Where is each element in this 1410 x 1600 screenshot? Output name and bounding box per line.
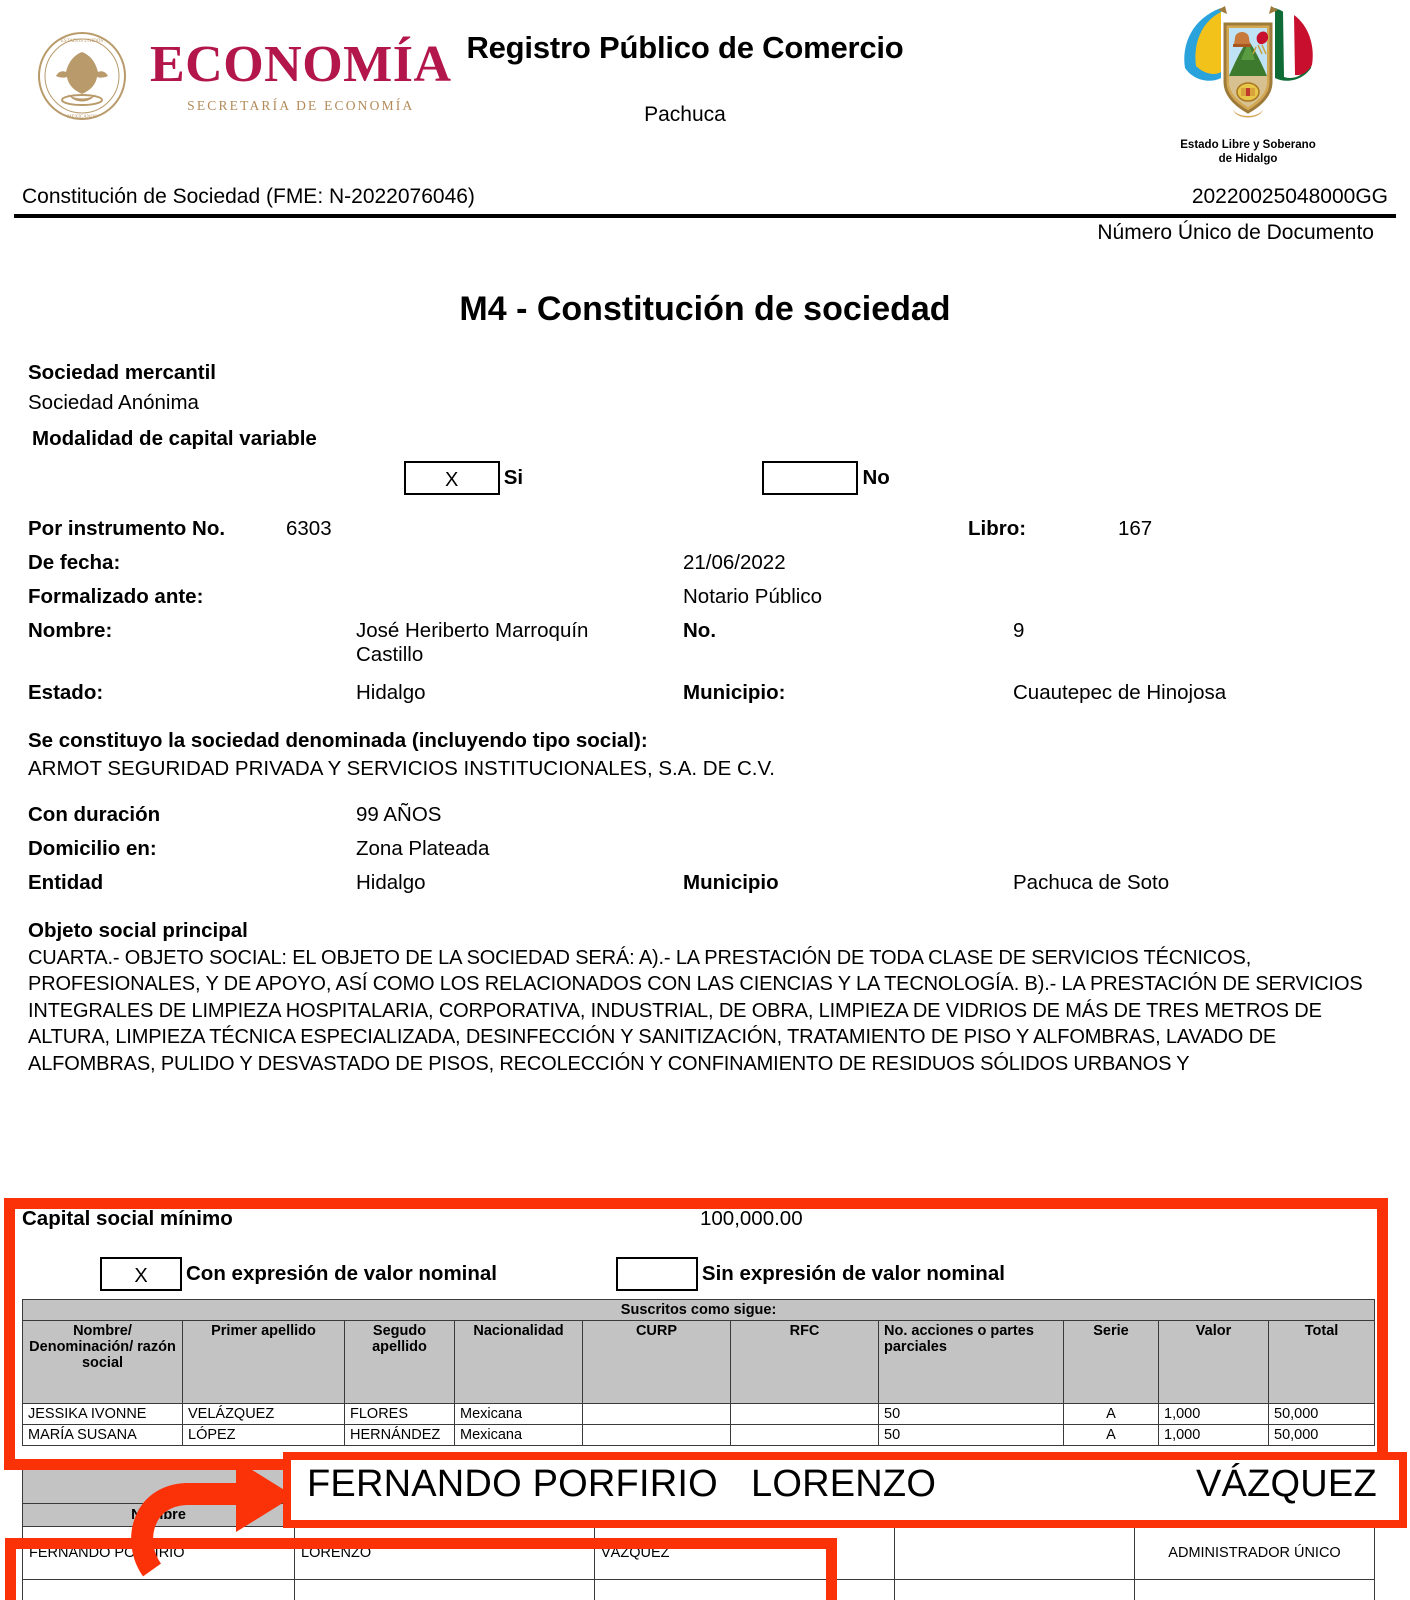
- fecha-value: 21/06/2022: [683, 551, 786, 574]
- denominacion-value: ARMOT SEGURIDAD PRIVADA Y SERVICIOS INSTITUCIONALES, S.A. DE C.V.: [28, 757, 775, 780]
- suscritos-table: [22, 1299, 1375, 1446]
- checkbox-modalidad-no[interactable]: [762, 461, 858, 495]
- cell-org-nombre: [23, 1580, 295, 1600]
- row-fecha: [28, 551, 1382, 581]
- cell-serie: A: [1064, 1425, 1159, 1446]
- callout-nombre: FERNANDO PORFIRIO: [307, 1463, 718, 1505]
- form-title: M4 - Constitución de sociedad: [459, 290, 951, 328]
- svg-text:ESTADOS UNIDOS: ESTADOS UNIDOS: [60, 39, 104, 44]
- municipio-label: Municipio:: [683, 681, 786, 704]
- col-curp: CURP: [583, 1321, 731, 1404]
- formalizado-value: Notario Público: [683, 585, 823, 608]
- page-header: [0, 0, 1410, 185]
- duracion-value: 99 AÑOS: [356, 803, 442, 826]
- notario-no-value: 9: [1013, 619, 1025, 642]
- blank-band-cell: [23, 1467, 295, 1504]
- nombre-value: José Heriberto Marroquín Castillo: [356, 619, 589, 666]
- cell-total: 50,000: [1269, 1425, 1375, 1446]
- table-row: [23, 1425, 1375, 1446]
- modalidad-capital-label: Modalidad de capital variable: [32, 427, 317, 450]
- checkbox-con-expresion[interactable]: X: [100, 1257, 182, 1291]
- domicilio-label: Domicilio en:: [28, 837, 157, 860]
- domicilio-value: Zona Plateada: [356, 837, 490, 860]
- row-estado: [28, 681, 1382, 711]
- registry-city: Pachuca: [644, 102, 726, 126]
- cell-acciones: 50: [879, 1404, 1064, 1425]
- callout-apellido-materno: VÁZQUEZ: [1196, 1463, 1377, 1505]
- row-duracion: [28, 803, 1382, 833]
- cell-primer-apellido: LÓPEZ: [183, 1425, 345, 1446]
- fecha-label: De fecha:: [28, 551, 121, 574]
- col-rfc: RFC: [731, 1321, 879, 1404]
- municipio2-label: Municipio: [683, 871, 779, 894]
- objeto-social-label: Objeto social principal: [28, 919, 248, 942]
- cell-primer-apellido: VELÁZQUEZ: [183, 1404, 345, 1425]
- duracion-label: Con duración: [28, 803, 161, 826]
- col-segundo-apellido: Segudo apellido: [345, 1321, 455, 1404]
- row-formalizado: [28, 585, 1382, 615]
- instrumento-label: Por instrumento No.: [28, 517, 226, 540]
- hidalgo-crest-block: [1148, 4, 1348, 167]
- capital-section: [0, 1185, 1410, 1600]
- municipio-value: Cuautepec de Hinojosa: [1013, 681, 1227, 704]
- entidad-label: Entidad: [28, 871, 104, 894]
- table-row: [23, 1527, 1375, 1580]
- formalizado-label: Formalizado ante:: [28, 585, 204, 608]
- entidad-value: Hidalgo: [356, 871, 426, 894]
- col-serie: Serie: [1064, 1321, 1159, 1404]
- page-title: Registro Público de Comercio: [466, 30, 904, 65]
- col-primer-apellido: Primer apellido: [183, 1321, 345, 1404]
- row-nombre-notario: [28, 619, 1382, 677]
- suscritos-header-row: [23, 1321, 1375, 1404]
- nombre-label: Nombre:: [28, 619, 113, 642]
- cell-segundo-apellido: HERNÁNDEZ: [345, 1425, 455, 1446]
- crest-caption-line2: de Hidalgo: [1218, 152, 1278, 165]
- estado-value: Hidalgo: [356, 681, 426, 704]
- col-valor: Valor: [1159, 1321, 1269, 1404]
- annotation-callout-administrador: [283, 1452, 1407, 1528]
- denominacion-label: Se constituyo la sociedad denominada (incluyendo tipo social):: [28, 729, 648, 752]
- cell-curp: [583, 1404, 731, 1425]
- cell-nacionalidad: Mexicana: [455, 1425, 583, 1446]
- cell-nombre: JESSIKA IVONNE: [23, 1404, 183, 1425]
- cell-valor: 1,000: [1159, 1425, 1269, 1446]
- notario-no-label: No.: [683, 619, 717, 642]
- brand-name: ECONOMÍA: [150, 35, 452, 93]
- cell-apellido-paterno: LORENZO: [295, 1527, 595, 1580]
- col-nacionalidad: Nacionalidad: [455, 1321, 583, 1404]
- cell-rfc: [731, 1425, 879, 1446]
- crest-caption-line1: Estado Libre y Soberano: [1180, 139, 1316, 151]
- objeto-social-text: CUARTA.- OBJETO SOCIAL: EL OBJETO DE LA SOCIEDAD SERÁ: A).- LA PRESTACIÓN DE TODA CLASE DE SERVICIOS TÉCNICOS, PROFESIONALES, Y DE APOYO, ASÍ COMO LOS RELACIONADOS CON LAS CIENCIAS Y LA TECNOLOGÍA. B).- LA PRESTACIÓN DE SERVICIOS INTEGRALES DE LIMPIEZA HOSPITALARIA, CORPORATIVA, INDUSTRIAL, DE OBRA, LIMPIEZA DE VIDRIOS DE MÁS DE TRES METROS DE ALTURA, LIMPIEZA TÉCNICA ESPECIALIZADA, DESINFECCIÓN Y SANITIZACIÓN, TRATAMIENTO DE PISO Y ALFOMBRAS, LAVADO DE ALFOMBRAS, PULIDO Y DESVASTADO DE PISOS, RECOLECCIÓN Y CONFINAMIENTO DE RESIDUOS SÓLIDOS URBANOS Y: [28, 947, 1363, 1075]
- svg-text:MEXICANOS: MEXICANOS: [67, 115, 97, 120]
- table-row: [23, 1580, 1375, 1600]
- cell-curp: [583, 1425, 731, 1446]
- modalidad-checkbox-row: [28, 461, 1382, 503]
- row-instrumento: [28, 517, 1382, 547]
- row-domicilio: [28, 837, 1382, 867]
- cell-rfc-fecha: [895, 1580, 1135, 1600]
- cell-serie: A: [1064, 1404, 1159, 1425]
- col-total: Total: [1269, 1321, 1375, 1404]
- cell-apellido-materno: VÁZQUEZ: [595, 1527, 895, 1580]
- header-divider: [14, 214, 1396, 218]
- capital-social-value: 100,000.00: [700, 1207, 803, 1230]
- cell-nombramiento: [1135, 1580, 1375, 1600]
- checkbox-sin-expresion[interactable]: [616, 1257, 698, 1291]
- row-entidad: [28, 871, 1382, 901]
- cell-total: 50,000: [1269, 1404, 1375, 1425]
- cell-nacionalidad: Mexicana: [455, 1404, 583, 1425]
- cell-rfc: [731, 1404, 879, 1425]
- suscritos-span-header-row: [23, 1300, 1375, 1321]
- sociedad-mercantil-label: Sociedad mercantil: [28, 361, 216, 384]
- instrumento-value: 6303: [286, 517, 332, 540]
- suscritos-span-header: Suscritos como sigue:: [23, 1300, 1375, 1321]
- cell-valor: 1,000: [1159, 1404, 1269, 1425]
- document-unique-number: 20220025048000GG: [1191, 185, 1388, 208]
- table-row: [23, 1404, 1375, 1425]
- document-rule-row: [14, 185, 1396, 244]
- brand-subtitle: SECRETARÍA DE ECONOMÍA: [187, 97, 415, 113]
- callout-apellido-paterno: LORENZO: [751, 1463, 937, 1505]
- libro-value: 167: [1118, 517, 1153, 540]
- valor-nominal-row: [0, 1257, 1410, 1299]
- cell-nombramiento: ADMINISTRADOR ÚNICO: [1135, 1527, 1375, 1580]
- hidalgo-coat-of-arms-icon: [1163, 4, 1333, 132]
- capital-social-label: Capital social mínimo: [22, 1207, 233, 1230]
- capital-social-row: [0, 1185, 1410, 1241]
- col-nombre: Nombre/ Denominación/ razón social: [23, 1321, 183, 1404]
- checkbox-modalidad-no-label: No: [862, 466, 890, 489]
- mexican-eagle-seal-icon: [28, 30, 136, 122]
- checkbox-con-expresion-label: Con expresión de valor nominal: [186, 1262, 497, 1285]
- checkbox-modalidad-si-label: Si: [503, 466, 524, 489]
- registry-title-block: [440, 30, 930, 127]
- fme-label: Constitución de Sociedad (FME: N-2022076046): [22, 185, 475, 208]
- checkbox-sin-expresion-label: Sin expresión de valor nominal: [701, 1262, 1005, 1285]
- cell-acciones: 50: [879, 1425, 1064, 1446]
- cell-apellido-materno: [595, 1580, 895, 1600]
- municipio2-value: Pachuca de Soto: [1013, 871, 1170, 894]
- cell-org-nombre: FERNANDO PORFIRIO: [23, 1527, 295, 1580]
- cell-apellido-paterno: [295, 1580, 595, 1600]
- col-acciones: No. acciones o partes parciales: [879, 1321, 1064, 1404]
- cell-rfc-fecha: [895, 1527, 1135, 1580]
- sociedad-tipo-value: Sociedad Anónima: [28, 391, 199, 414]
- libro-label: Libro:: [968, 517, 1027, 540]
- form-body: [28, 361, 1382, 1077]
- checkbox-modalidad-si[interactable]: X: [404, 461, 500, 495]
- uid-caption: Número Único de Documento: [1097, 221, 1374, 244]
- col-org-nombre: Nombre: [23, 1504, 295, 1527]
- cell-nombre: MARÍA SUSANA: [23, 1425, 183, 1446]
- estado-label: Estado:: [28, 681, 104, 704]
- economia-logo: [28, 30, 452, 122]
- cell-segundo-apellido: FLORES: [345, 1404, 455, 1425]
